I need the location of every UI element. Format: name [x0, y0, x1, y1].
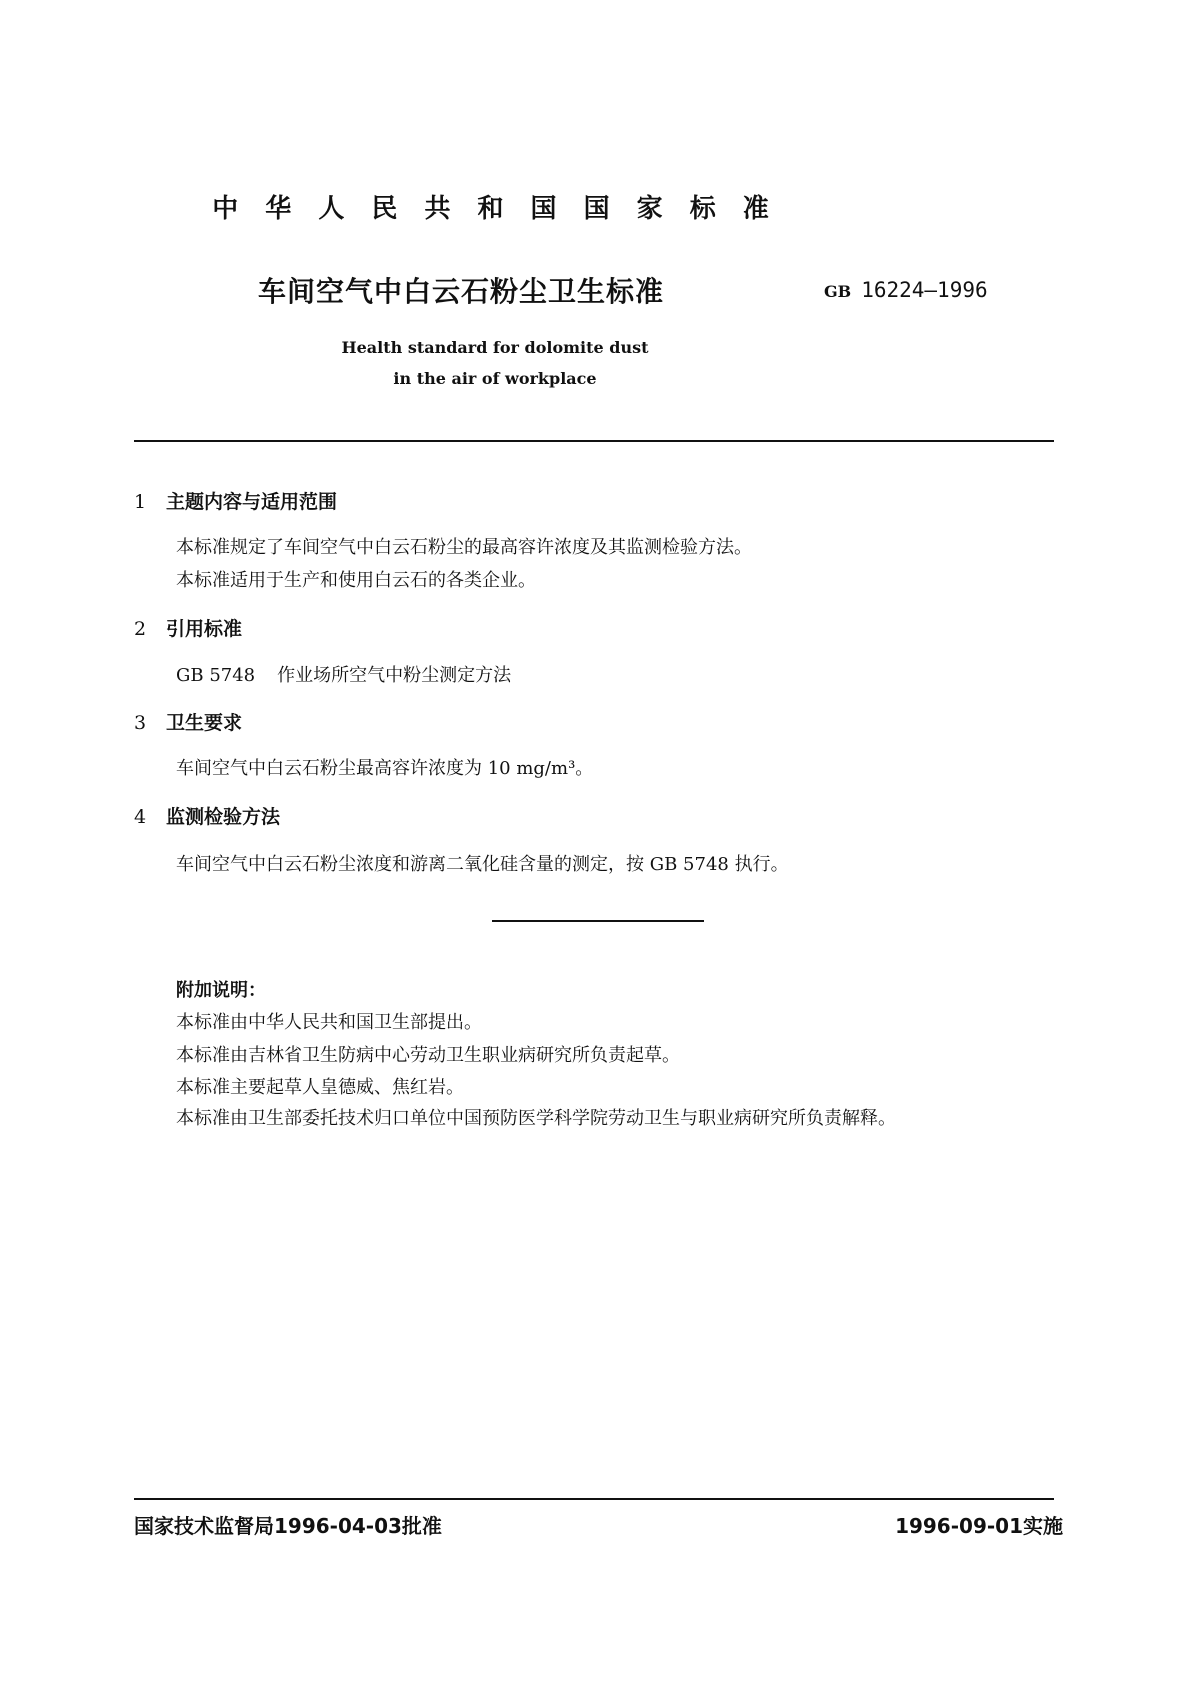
section-2-heading [134, 614, 242, 641]
reference-title: 作业场所空气中粉尘测定方法 [277, 665, 512, 686]
note-line-3: 本标准主要起草人皇德威、焦红岩。 [176, 1077, 464, 1098]
section-1-heading [134, 487, 337, 514]
section-1-paragraph-1: 本标准规定了车间空气中白云石粉尘的最高容许浓度及其监测检验方法。 [176, 537, 752, 558]
section-4-number: 4 [134, 806, 147, 828]
note-line-4: 本标准由卫生部委托技术归口单位中国预防医学科学院劳动卫生与职业病研究所负责解释。 [176, 1108, 896, 1129]
english-title-line2: in the air of workplace [393, 369, 597, 388]
top-divider [134, 440, 1054, 442]
section-4-paragraph-1: 车间空气中白云石粉尘浓度和游离二氧化硅含量的测定，按 GB 5748 执行。 [176, 854, 789, 875]
section-2-reference [176, 661, 511, 687]
section-1-paragraph-2: 本标准适用于生产和使用白云石的各类企业。 [176, 570, 536, 591]
standard-code-number: 16224—1996 [861, 278, 988, 302]
section-1-number: 1 [134, 491, 147, 513]
section-2-title: 引用标准 [166, 618, 243, 640]
effective-date: 1996-09-01实施 [895, 1514, 1063, 1538]
standard-code [824, 278, 988, 302]
section-2-number: 2 [134, 618, 147, 640]
section-4-heading [134, 802, 280, 829]
footer-divider [134, 1498, 1054, 1500]
national-standard-title: 中 华 人 民 共 和 国 国 家 标 准 [212, 194, 778, 224]
section-1-title: 主题内容与适用范围 [166, 491, 338, 513]
document-title: 车间空气中白云石粉尘卫生标准 [258, 275, 665, 308]
section-3-title: 卫生要求 [166, 712, 243, 734]
section-3-heading [134, 708, 242, 735]
note-line-2: 本标准由吉林省卫生防病中心劳动卫生职业病研究所负责起草。 [176, 1045, 680, 1066]
note-line-1: 本标准由中华人民共和国卫生部提出。 [176, 1012, 482, 1033]
end-divider [492, 920, 704, 922]
reference-code: GB 5748 [176, 665, 256, 686]
section-3-paragraph-1: 车间空气中白云石粉尘最高容许浓度为 10 mg/m³。 [176, 758, 594, 779]
standard-code-prefix: GB [824, 282, 852, 301]
section-3-number: 3 [134, 712, 147, 734]
approval-date: 国家技术监督局1996-04-03批准 [134, 1514, 442, 1538]
notes-heading: 附加说明： [176, 980, 266, 1001]
english-title-line1: Health standard for dolomite dust [341, 338, 649, 357]
section-4-title: 监测检验方法 [166, 806, 281, 828]
